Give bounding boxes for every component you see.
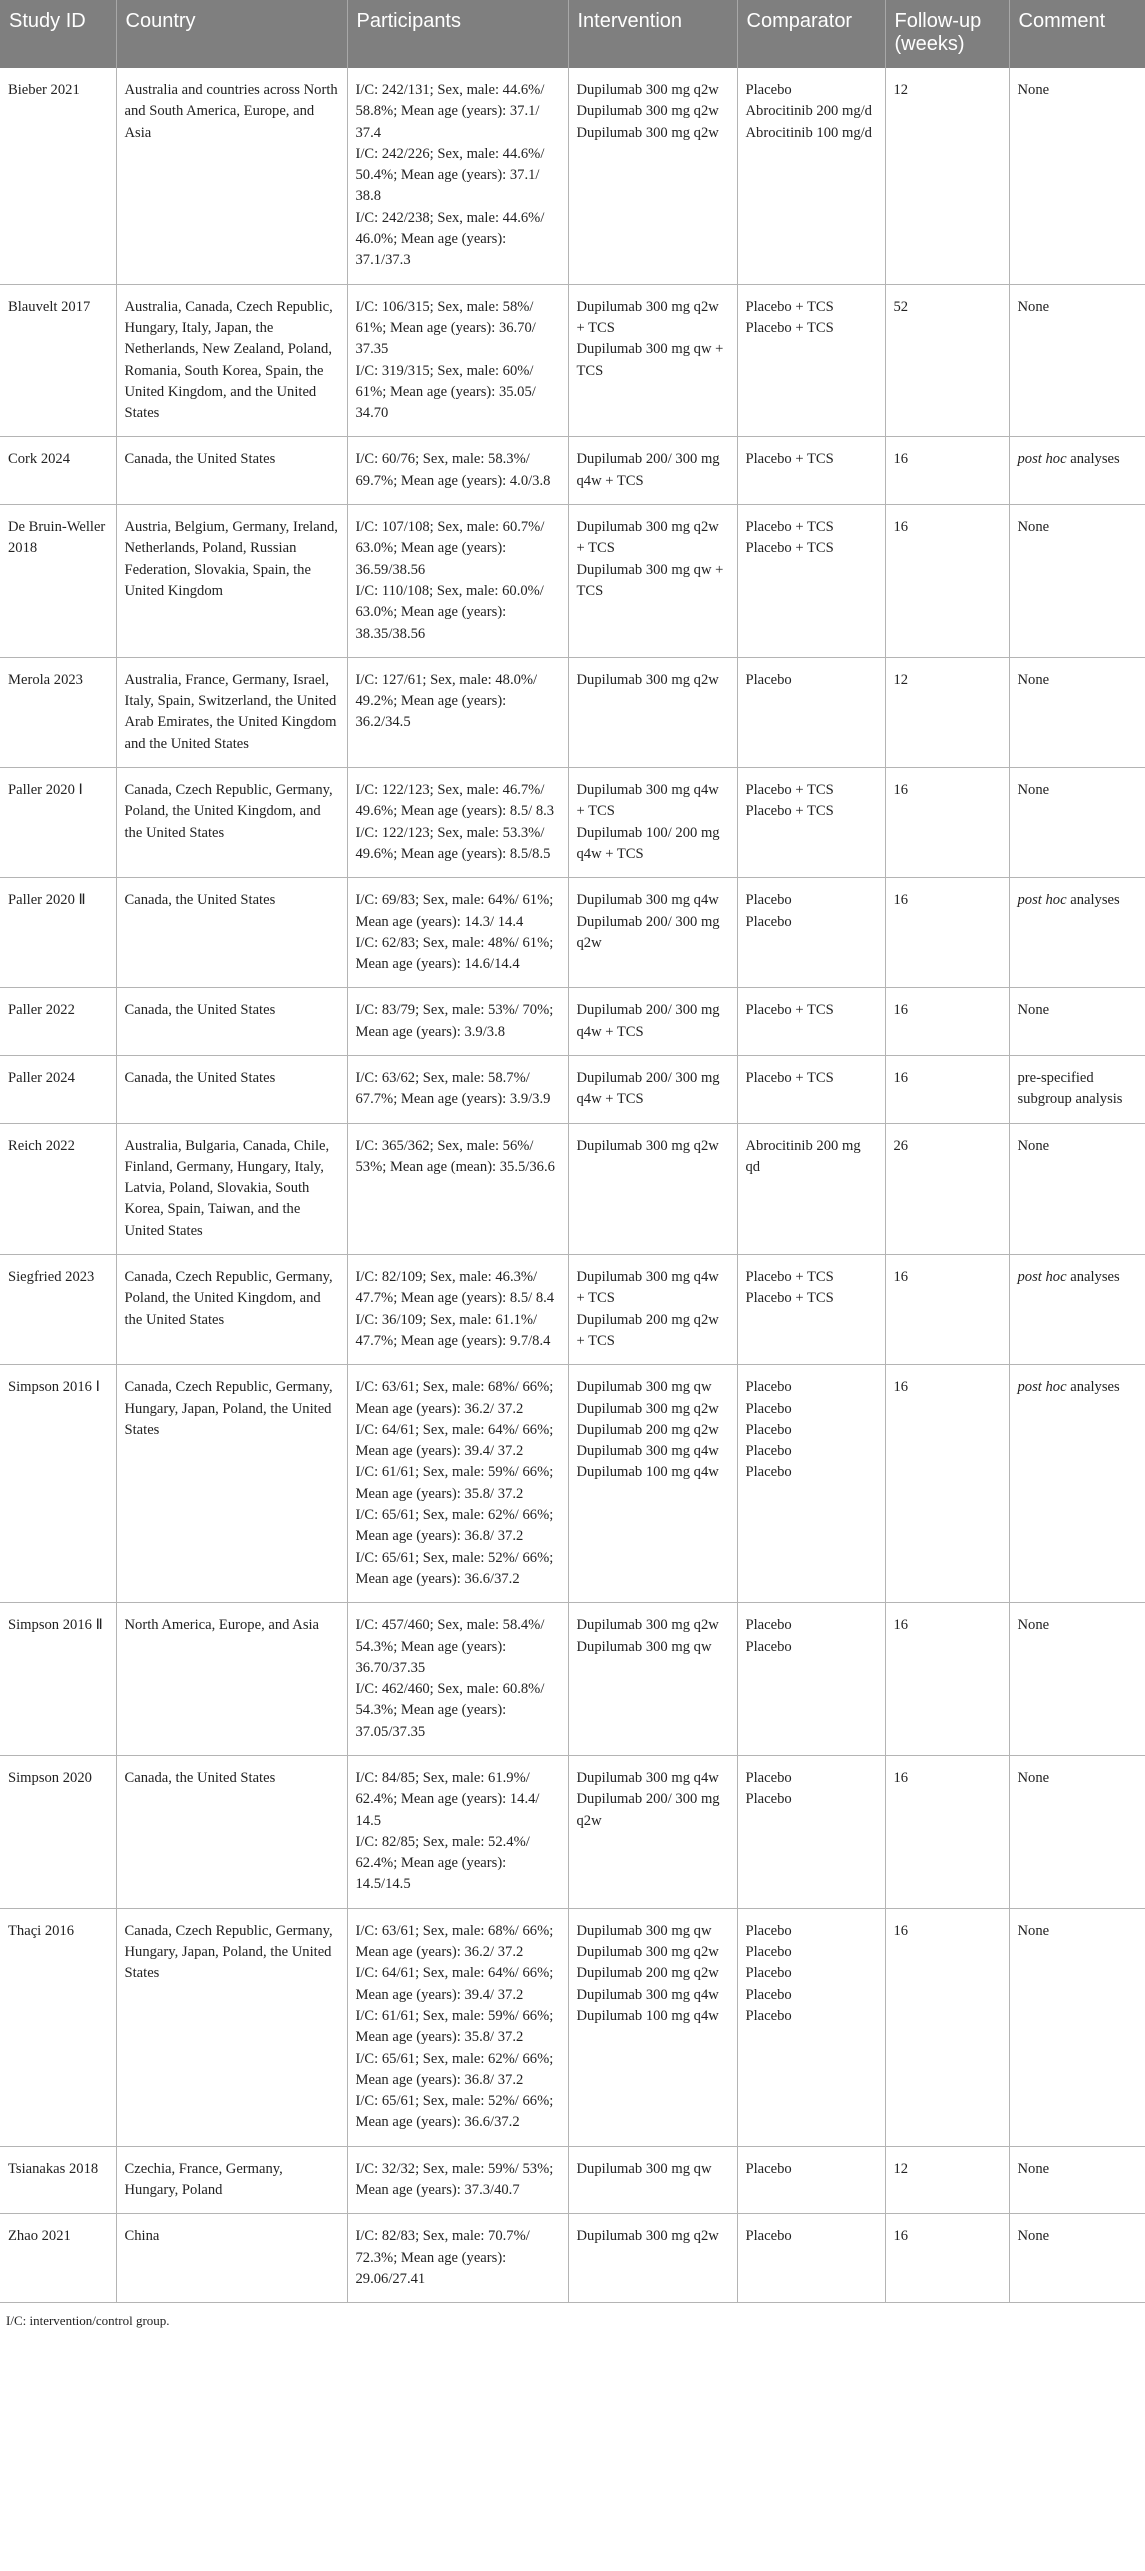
comparator-cell	[737, 437, 885, 505]
comparator-line: Placebo	[745, 1770, 792, 1786]
study-id-cell: Simpson 2016 Ⅱ	[0, 1603, 116, 1756]
intervention-line: Dupilumab 100 mg q4w	[576, 1464, 719, 1481]
study-id-cell: Simpson 2020	[0, 1756, 116, 1909]
comment-cell	[1009, 1255, 1145, 1365]
intervention-line: Dupilumab 300 mg q4w + TCS	[576, 1269, 719, 1307]
participants-cell	[347, 768, 568, 878]
country-cell: Canada, the United States	[116, 988, 347, 1056]
study-id-cell: Simpson 2016 Ⅰ	[0, 1365, 116, 1603]
country-cell: China	[116, 2214, 347, 2303]
comment-italic-text: post hoc	[1017, 1379, 1067, 1396]
follow-up-cell: 16	[885, 1603, 1009, 1756]
country-cell: Canada, the United States	[116, 1756, 347, 1909]
intervention-line: Dupilumab 200/ 300 mg q2w	[576, 913, 720, 951]
intervention-line: Dupilumab 100/ 200 mg q4w + TCS	[576, 824, 720, 862]
intervention-line: Dupilumab 300 mg q2w	[576, 1944, 719, 1961]
comparator-line: Placebo + TCS	[745, 782, 834, 799]
table-row	[0, 657, 1145, 767]
participants-line: I/C: 106/315; Sex, male: 58%/ 61%; Mean age (years): 36.70/ 37.35	[355, 298, 536, 358]
comparator-line: Placebo + TCS	[745, 1290, 834, 1307]
intervention-line: Dupilumab 300 mg qw + TCS	[576, 561, 724, 599]
country-cell: Australia, Bulgaria, Canada, Chile, Finland, Germany, Hungary, Italy, Latvia, Poland, Slovakia, South Korea, Spain, Taiwan, and the United States	[116, 1123, 347, 1254]
follow-up-cell: 12	[885, 2146, 1009, 2214]
country-cell: Canada, Czech Republic, Germany, Poland, the United Kingdom, and the United States	[116, 768, 347, 878]
intervention-cell	[568, 68, 737, 284]
participants-line: I/C: 110/108; Sex, male: 60.0%/ 63.0%; Mean age (years): 38.35/38.56	[355, 582, 544, 642]
comment-cell	[1009, 1365, 1145, 1603]
comparator-line: Abrocitinib 200 mg/d	[745, 103, 872, 120]
comparator-cell	[737, 2214, 885, 2303]
comparator-line: Placebo	[745, 2228, 792, 2245]
participants-line: I/C: 65/61; Sex, male: 62%/ 66%; Mean age (years): 36.8/ 37.2	[355, 1507, 554, 1545]
comparator-cell	[737, 768, 885, 878]
intervention-line: Dupilumab 300 mg q2w	[576, 1617, 719, 1634]
comparator-line: Placebo + TCS	[745, 540, 834, 557]
follow-up-cell: 52	[885, 284, 1009, 437]
comment-rest-text: analyses	[1066, 1379, 1120, 1396]
table-row	[0, 1255, 1145, 1365]
study-id-cell: Reich 2022	[0, 1123, 116, 1254]
table-row	[0, 768, 1145, 878]
comparator-line: Abrocitinib 100 mg/d	[745, 124, 872, 141]
comparator-line: Placebo	[745, 1464, 792, 1481]
comment-cell: pre-specified subgroup analysis	[1009, 1055, 1145, 1123]
table-row	[0, 505, 1145, 658]
participants-line: I/C: 82/83; Sex, male: 70.7%/ 72.3%; Mean age (years): 29.06/27.41	[355, 2228, 530, 2287]
study-id-cell: Thaçi 2016	[0, 1908, 116, 2146]
intervention-line: Dupilumab 300 mg q2w	[576, 2228, 719, 2245]
country-cell: Canada, the United States	[116, 878, 347, 988]
comparator-line: Placebo	[745, 1791, 792, 1808]
table-row	[0, 878, 1145, 988]
participants-cell	[347, 988, 568, 1056]
participants-line: I/C: 242/238; Sex, male: 44.6%/ 46.0%; Mean age (years): 37.1/37.3	[355, 209, 545, 269]
participants-line: I/C: 84/85; Sex, male: 61.9%/ 62.4%; Mean age (years): 14.4/ 14.5	[355, 1770, 540, 1829]
intervention-line: Dupilumab 200/ 300 mg q4w + TCS	[576, 1002, 720, 1040]
participants-line: I/C: 462/460; Sex, male: 60.8%/ 54.3%; Mean age (years): 37.05/37.35	[355, 1681, 545, 1740]
study-id-cell: Bieber 2021	[0, 68, 116, 284]
participants-line: I/C: 242/226; Sex, male: 44.6%/ 50.4%; Mean age (years): 37.1/ 38.8	[355, 145, 545, 205]
intervention-line: Dupilumab 200/ 300 mg q2w	[576, 1791, 720, 1829]
table-row	[0, 2214, 1145, 2303]
comparator-line: Placebo + TCS	[745, 319, 834, 336]
table-row	[0, 2146, 1145, 2214]
country-cell: Austria, Belgium, Germany, Ireland, Netherlands, Poland, Russian Federation, Slovakia, Spain, the United Kingdom	[116, 505, 347, 658]
participants-line: I/C: 242/131; Sex, male: 44.6%/ 58.8%; Mean age (years): 37.1/ 37.4	[355, 82, 545, 141]
comparator-line: Placebo	[745, 2160, 792, 2177]
comparator-cell	[737, 1123, 885, 1254]
participants-line: I/C: 122/123; Sex, male: 53.3%/ 49.6%; Mean age (years): 8.5/8.5	[355, 824, 551, 862]
comment-cell: None	[1009, 1908, 1145, 2146]
comparator-line: Abrocitinib 200 mg qd	[745, 1137, 861, 1175]
participants-cell	[347, 505, 568, 658]
intervention-line: Dupilumab 200 mg q2w	[576, 1421, 719, 1438]
follow-up-cell: 16	[885, 505, 1009, 658]
comparator-line: Placebo + TCS	[745, 519, 834, 536]
comparator-line: Placebo	[745, 1922, 792, 1939]
comment-cell	[1009, 437, 1145, 505]
participants-line: I/C: 83/79; Sex, male: 53%/ 70%; Mean age (years): 3.9/3.8	[355, 1002, 554, 1040]
country-cell: Australia, France, Germany, Israel, Italy, Spain, Switzerland, the United Arab Emirates, the United Kingdom and the United States	[116, 657, 347, 767]
intervention-cell	[568, 1123, 737, 1254]
participants-line: I/C: 69/83; Sex, male: 64%/ 61%; Mean age (years): 14.3/ 14.4	[355, 892, 554, 930]
intervention-cell	[568, 1603, 737, 1756]
intervention-line: Dupilumab 200/ 300 mg q4w + TCS	[576, 1069, 720, 1108]
comparator-cell	[737, 1756, 885, 1909]
comparator-cell	[737, 1055, 885, 1123]
comparator-line: Placebo	[745, 1443, 792, 1460]
follow-up-cell: 16	[885, 988, 1009, 1056]
participants-cell	[347, 2214, 568, 2303]
comment-cell: None	[1009, 1603, 1145, 1756]
intervention-line: Dupilumab 300 mg q2w + TCS	[576, 298, 719, 336]
intervention-line: Dupilumab 300 mg q4w	[576, 892, 719, 909]
study-id-cell: Paller 2020 Ⅰ	[0, 768, 116, 878]
study-id-cell: Paller 2020 Ⅱ	[0, 878, 116, 988]
country-cell: Canada, Czech Republic, Germany, Hungary, Japan, Poland, the United States	[116, 1908, 347, 2146]
participants-cell	[347, 1055, 568, 1123]
participants-line: I/C: 107/108; Sex, male: 60.7%/ 63.0%; Mean age (years): 36.59/38.56	[355, 519, 545, 578]
comment-rest-text: analyses	[1066, 892, 1120, 909]
comparator-cell	[737, 284, 885, 437]
comparator-cell	[737, 1255, 885, 1365]
header-participants: Participants	[347, 0, 568, 68]
study-id-cell: Tsianakas 2018	[0, 2146, 116, 2214]
comparator-cell	[737, 878, 885, 988]
participants-cell	[347, 878, 568, 988]
participants-line: I/C: 60/76; Sex, male: 58.3%/ 69.7%; Mean age (years): 4.0/3.8	[355, 451, 551, 489]
comparator-line: Placebo	[745, 1638, 792, 1655]
participants-cell	[347, 1756, 568, 1909]
comparator-line: Placebo	[745, 1965, 792, 1982]
comparator-line: Placebo + TCS	[745, 1269, 834, 1286]
participants-line: I/C: 63/61; Sex, male: 68%/ 66%; Mean age (years): 36.2/ 37.2	[355, 1379, 554, 1417]
country-cell: Australia, Canada, Czech Republic, Hungary, Italy, Japan, the Netherlands, New Zealand, Poland, Romania, South Korea, Spain, the United Kingdom, and the United States	[116, 284, 347, 437]
participants-cell	[347, 657, 568, 767]
intervention-line: Dupilumab 300 mg q2w	[576, 82, 719, 98]
intervention-line: Dupilumab 300 mg qw	[576, 1638, 712, 1655]
study-id-cell: Zhao 2021	[0, 2214, 116, 2303]
participants-cell	[347, 1603, 568, 1756]
participants-cell	[347, 1123, 568, 1254]
follow-up-cell: 16	[885, 1756, 1009, 1909]
table-row	[0, 1365, 1145, 1603]
participants-cell	[347, 2146, 568, 2214]
header-follow-up: Follow-up (weeks)	[885, 0, 1009, 68]
participants-line: I/C: 82/109; Sex, male: 46.3%/ 47.7%; Mean age (years): 8.5/ 8.4	[355, 1269, 555, 1307]
country-cell: Czechia, France, Germany, Hungary, Poland	[116, 2146, 347, 2214]
participants-line: I/C: 61/61; Sex, male: 59%/ 66%; Mean age (years): 35.8/ 37.2	[355, 1464, 554, 1502]
intervention-line: Dupilumab 200 mg q2w	[576, 1965, 719, 1982]
intervention-line: Dupilumab 300 mg q4w + TCS	[576, 782, 719, 820]
table-footnote: I/C: intervention/control group.	[6, 2313, 170, 2329]
intervention-line: Dupilumab 300 mg q2w	[576, 1137, 719, 1154]
table-row	[0, 1908, 1145, 2146]
comparator-cell	[737, 988, 885, 1056]
follow-up-cell: 16	[885, 437, 1009, 505]
intervention-cell	[568, 1908, 737, 2146]
comment-cell: None	[1009, 505, 1145, 658]
comment-italic-text: post hoc	[1017, 1269, 1067, 1286]
intervention-line: Dupilumab 300 mg q4w	[576, 1443, 719, 1460]
country-cell: Canada, Czech Republic, Germany, Poland, the United Kingdom, and the United States	[116, 1255, 347, 1365]
comparator-line: Placebo	[745, 1617, 792, 1634]
comparator-cell	[737, 1603, 885, 1756]
intervention-line: Dupilumab 300 mg qw	[576, 1379, 712, 1396]
intervention-cell	[568, 437, 737, 505]
intervention-line: Dupilumab 300 mg q2w	[576, 671, 719, 688]
intervention-cell	[568, 1255, 737, 1365]
intervention-cell	[568, 768, 737, 878]
intervention-line: Dupilumab 100 mg q4w	[576, 2007, 719, 2024]
comment-cell: None	[1009, 1756, 1145, 1909]
comparator-line: Placebo	[745, 913, 792, 930]
comment-cell: None	[1009, 2146, 1145, 2214]
participants-line: I/C: 65/61; Sex, male: 52%/ 66%; Mean age (years): 36.6/37.2	[355, 2093, 554, 2131]
participants-line: I/C: 457/460; Sex, male: 58.4%/ 54.3%; Mean age (years): 36.70/37.35	[355, 1617, 545, 1676]
header-comparator: Comparator	[737, 0, 885, 68]
comparator-cell	[737, 68, 885, 284]
intervention-line: Dupilumab 200 mg q2w + TCS	[576, 1311, 719, 1349]
follow-up-cell: 16	[885, 2214, 1009, 2303]
header-study-id: Study ID	[0, 0, 116, 68]
table-row	[0, 1603, 1145, 1756]
comparator-cell	[737, 1908, 885, 2146]
follow-up-cell: 16	[885, 768, 1009, 878]
participants-line: I/C: 36/109; Sex, male: 61.1%/ 47.7%; Mean age (years): 9.7/8.4	[355, 1311, 551, 1349]
intervention-line: Dupilumab 200/ 300 mg q4w + TCS	[576, 451, 720, 489]
study-id-cell: Merola 2023	[0, 657, 116, 767]
study-id-cell: Blauvelt 2017	[0, 284, 116, 437]
comparator-line: Placebo + TCS	[745, 1002, 834, 1019]
study-id-cell: Paller 2022	[0, 988, 116, 1056]
comparator-line: Placebo	[745, 671, 792, 688]
intervention-line: Dupilumab 300 mg q2w + TCS	[576, 519, 719, 557]
comment-cell: None	[1009, 657, 1145, 767]
comparator-line: Placebo + TCS	[745, 1069, 834, 1086]
comment-italic-text: post hoc	[1017, 451, 1067, 468]
follow-up-cell: 16	[885, 878, 1009, 988]
intervention-cell	[568, 988, 737, 1056]
participants-cell	[347, 437, 568, 505]
intervention-cell	[568, 657, 737, 767]
study-id-cell: Paller 2024	[0, 1055, 116, 1123]
study-id-cell: De Bruin-Weller 2018	[0, 505, 116, 658]
header-comment: Comment	[1009, 0, 1145, 68]
intervention-line: Dupilumab 300 mg q2w	[576, 103, 719, 120]
intervention-line: Dupilumab 300 mg q2w	[576, 1400, 719, 1417]
follow-up-cell: 12	[885, 68, 1009, 284]
intervention-line: Dupilumab 300 mg q2w	[576, 124, 719, 141]
comparator-cell	[737, 2146, 885, 2214]
intervention-cell	[568, 2214, 737, 2303]
comment-cell: None	[1009, 2214, 1145, 2303]
header-country: Country	[116, 0, 347, 68]
intervention-cell	[568, 2146, 737, 2214]
table-row	[0, 68, 1145, 284]
participants-line: I/C: 365/362; Sex, male: 56%/ 53%; Mean age (mean): 35.5/36.6	[355, 1137, 555, 1175]
comparator-line: Placebo	[745, 1986, 792, 2003]
intervention-line: Dupilumab 300 mg q4w	[576, 1986, 719, 2003]
comment-cell: None	[1009, 1123, 1145, 1254]
country-cell: Canada, the United States	[116, 437, 347, 505]
participants-cell	[347, 68, 568, 284]
participants-line: I/C: 64/61; Sex, male: 64%/ 66%; Mean age (years): 39.4/ 37.2	[355, 1421, 554, 1460]
participants-cell	[347, 1908, 568, 2146]
intervention-cell	[568, 284, 737, 437]
study-id-cell: Siegfried 2023	[0, 1255, 116, 1365]
table-row	[0, 284, 1145, 437]
participants-line: I/C: 65/61; Sex, male: 62%/ 66%; Mean age (years): 36.8/ 37.2	[355, 2050, 554, 2088]
comparator-cell	[737, 1365, 885, 1603]
participants-line: I/C: 64/61; Sex, male: 64%/ 66%; Mean age (years): 39.4/ 37.2	[355, 1965, 554, 2003]
table-row	[0, 437, 1145, 505]
intervention-cell	[568, 1756, 737, 1909]
intervention-cell	[568, 1055, 737, 1123]
participants-line: I/C: 319/315; Sex, male: 60%/ 61%; Mean age (years): 35.05/ 34.70	[355, 362, 536, 422]
country-cell: Canada, Czech Republic, Germany, Hungary, Japan, Poland, the United States	[116, 1365, 347, 1603]
intervention-cell	[568, 1365, 737, 1603]
participants-line: I/C: 127/61; Sex, male: 48.0%/ 49.2%; Mean age (years): 36.2/34.5	[355, 671, 538, 731]
participants-line: I/C: 62/83; Sex, male: 48%/ 61%; Mean age (years): 14.6/14.4	[355, 934, 554, 973]
comment-cell: None	[1009, 284, 1145, 437]
table-header-row	[0, 0, 1145, 68]
follow-up-cell: 26	[885, 1123, 1009, 1254]
follow-up-cell: 16	[885, 1055, 1009, 1123]
participants-line: I/C: 65/61; Sex, male: 52%/ 66%; Mean age (years): 36.6/37.2	[355, 1549, 554, 1587]
follow-up-cell: 16	[885, 1908, 1009, 2146]
comment-rest-text: analyses	[1066, 451, 1120, 468]
comment-cell	[1009, 878, 1145, 988]
participants-cell	[347, 1255, 568, 1365]
comparator-line: Placebo	[745, 1400, 792, 1417]
comment-cell: None	[1009, 68, 1145, 284]
participants-line: I/C: 61/61; Sex, male: 59%/ 66%; Mean age (years): 35.8/ 37.2	[355, 2007, 554, 2046]
table-row	[0, 988, 1145, 1056]
comment-cell: None	[1009, 988, 1145, 1056]
intervention-line: Dupilumab 300 mg qw	[576, 1922, 712, 1939]
comparator-line: Placebo	[745, 1421, 792, 1438]
comparator-line: Placebo + TCS	[745, 451, 834, 468]
follow-up-cell: 12	[885, 657, 1009, 767]
participants-line: I/C: 32/32; Sex, male: 59%/ 53%; Mean age (years): 37.3/40.7	[355, 2160, 554, 2199]
table-row	[0, 1123, 1145, 1254]
participants-cell	[347, 1365, 568, 1603]
table-row	[0, 1756, 1145, 1909]
participants-cell	[347, 284, 568, 437]
participants-line: I/C: 63/61; Sex, male: 68%/ 66%; Mean age (years): 36.2/ 37.2	[355, 1922, 554, 1961]
participants-line: I/C: 63/62; Sex, male: 58.7%/ 67.7%; Mean age (years): 3.9/3.9	[355, 1069, 551, 1108]
comparator-cell	[737, 505, 885, 658]
comparator-line: Placebo	[745, 892, 792, 909]
intervention-line: Dupilumab 300 mg qw	[576, 2160, 712, 2177]
comment-italic-text: post hoc	[1017, 892, 1067, 909]
participants-line: I/C: 122/123; Sex, male: 46.7%/ 49.6%; Mean age (years): 8.5/ 8.3	[355, 782, 555, 820]
country-cell: Australia and countries across North and South America, Europe, and Asia	[116, 68, 347, 284]
intervention-cell	[568, 878, 737, 988]
country-cell: Canada, the United States	[116, 1055, 347, 1123]
comparator-cell	[737, 657, 885, 767]
country-cell: North America, Europe, and Asia	[116, 1603, 347, 1756]
comparator-line: Placebo	[745, 82, 792, 98]
follow-up-cell: 16	[885, 1365, 1009, 1603]
comment-cell: None	[1009, 768, 1145, 878]
header-intervention: Intervention	[568, 0, 737, 68]
comment-rest-text: analyses	[1066, 1269, 1120, 1286]
study-id-cell: Cork 2024	[0, 437, 116, 505]
comparator-line: Placebo	[745, 2007, 792, 2024]
comparator-line: Placebo	[745, 1379, 792, 1396]
follow-up-cell: 16	[885, 1255, 1009, 1365]
intervention-line: Dupilumab 300 mg qw + TCS	[576, 341, 724, 379]
intervention-cell	[568, 505, 737, 658]
comparator-line: Placebo + TCS	[745, 803, 834, 820]
comparator-line: Placebo + TCS	[745, 298, 834, 315]
intervention-line: Dupilumab 300 mg q4w	[576, 1770, 719, 1786]
participants-line: I/C: 82/85; Sex, male: 52.4%/ 62.4%; Mean age (years): 14.5/14.5	[355, 1833, 530, 1893]
comparator-line: Placebo	[745, 1944, 792, 1961]
table-row	[0, 1055, 1145, 1123]
